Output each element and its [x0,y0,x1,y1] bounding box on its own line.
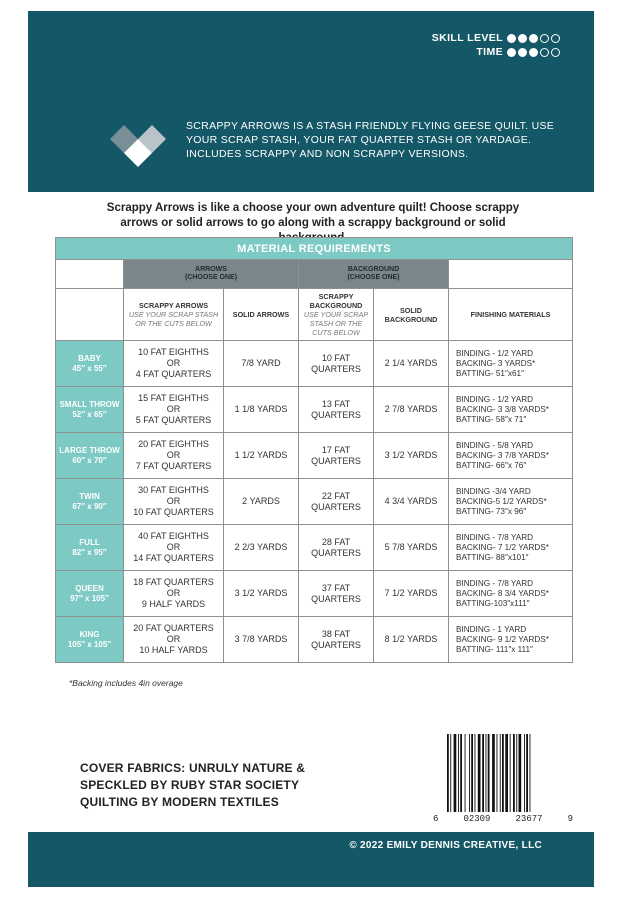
arrows-group-label: ARROWS [195,265,227,273]
cell-line: 20 FAT QUARTERS [133,623,214,633]
cell-line: 18 FAT QUARTERS [133,577,214,587]
cell-line: 20 FAT EIGHTHS [138,439,209,449]
barcode-bar [500,734,501,812]
size-name: BABY [78,353,101,363]
cell-line: 13 FAT [321,398,351,409]
scrappy-arrows-cell [124,341,224,387]
barcode-digit-3: 23677 [515,814,543,824]
backing-line: BACKING- 3 YARDS* [456,358,536,368]
scrappy-background-cell [299,387,374,433]
cell-line: 9 HALF YARDS [141,599,206,609]
material-requirements-table [55,237,573,663]
time-level-filled-dot [507,48,516,57]
cell-line: QUARTERS [311,593,361,604]
arrows-group-sub: (CHOOSE ONE) [184,274,238,281]
cover-line-2: SPECKLED BY RUBY STAR SOCIETY [80,778,300,792]
scrappy-background-cell [299,617,374,663]
barcode-digit-4: 9 [567,814,573,824]
table-row [56,525,573,571]
barcode-bar [454,734,457,812]
batting-line: BATTING- 58″x 71″ [456,414,527,424]
table-row [56,341,573,387]
barcode-bar [458,734,459,812]
table-row [56,617,573,663]
scrappy-background-header [299,289,374,341]
cell-line: OR [166,496,181,506]
barcode-bar [502,734,504,812]
scrappy-arrows-note: USE YOUR SCRAP STASH OR THE CUTS BELOW [128,310,219,328]
batting-line: BATTING- 88″x101″ [456,552,529,562]
backing-line: BACKING-5 1/2 YARDS* [456,496,547,506]
skill-level-empty-dot [551,34,560,43]
barcode-bar [497,734,498,812]
cell-line: QUARTERS [311,409,361,420]
blank-cell [449,260,573,289]
solid-background-cell: 3 1/2 YARDS [374,433,449,479]
finishing-materials-header: FINISHING MATERIALS [449,289,573,341]
binding-line: BINDING - 5/8 YARD [456,440,534,450]
cell-line: 7 FAT QUARTERS [135,461,212,471]
cell-line: 40 FAT EIGHTHS [138,531,209,541]
solid-arrows-cell: 3 1/2 YARDS [224,571,299,617]
scrappy-arrows-label: SCRAPPY ARROWS [138,301,209,310]
size-dims: 105″ x 105″ [67,639,112,649]
barcode-bar [524,734,525,812]
barcode-bar [510,734,511,812]
arrows-group-header [124,260,299,289]
blank-cell [56,289,124,341]
time-level-dots [507,48,560,57]
scrappy-arrows-cell [124,617,224,663]
size-name: KING [79,629,100,639]
scrappy-arrows-cell [124,479,224,525]
cell-line: 30 FAT EIGHTHS [138,485,209,495]
cell-line: 4 FAT QUARTERS [135,369,212,379]
skill-level-empty-dot [540,34,549,43]
batting-line: BATTING-103″x111″ [456,598,530,608]
cell-line: QUARTERS [311,455,361,466]
cell-line: 28 FAT [321,536,351,547]
barcode-numbers [433,814,573,824]
binding-line: BINDING - 7/8 YARD [456,532,534,542]
size-dims: 52″ x 65″ [72,409,107,419]
solid-background-cell: 4 3/4 YARDS [374,479,449,525]
solid-arrows-cell: 1 1/2 YARDS [224,433,299,479]
intro-text: Scrappy Arrows is like a choose your own adventure quilt! Choose scrappy arrows or solid arrows to go along with a scrappy background or solid [106,202,520,229]
skill-level [432,32,560,44]
solid-background-cell: 5 7/8 YARDS [374,525,449,571]
backing-line: BACKING- 3 7/8 YARDS* [456,450,549,460]
time-level-filled-dot [518,48,527,57]
table-row [56,571,573,617]
barcode-bar [519,734,522,812]
barcode-bar [526,734,528,812]
quilt-size [56,479,124,525]
skill-level-label: SKILL LEVEL [431,32,503,44]
size-dims: 67″ x 90″ [72,501,107,511]
barcode-bar [488,734,490,812]
background-group-header [299,260,449,289]
quilt-size [56,525,124,571]
barcode-bar [492,734,495,812]
quilt-size [56,571,124,617]
barcode-bar [475,734,476,812]
skill-level-filled-dot [529,34,538,43]
finishing-cell [449,525,573,571]
cell-line: 10 FAT [321,352,351,363]
time-level [476,46,560,58]
cell-line: OR [166,588,181,598]
solid-arrows-cell: 3 7/8 YARDS [224,617,299,663]
cell-line: 15 FAT EIGHTHS [138,393,209,403]
barcode-bar [482,734,484,812]
pattern-back-cover [28,11,594,887]
table-title: MATERIAL REQUIREMENTS [56,238,573,260]
binding-line: BINDING - 1 YARD [456,624,527,634]
cover-fabrics [80,760,305,811]
cell-line: 38 FAT [321,628,351,639]
solid-arrows-cell: 7/8 YARD [224,341,299,387]
barcode-bar [450,734,451,812]
scrappy-arrows-header [124,289,224,341]
scrappy-background-label: SCRAPPY BACKGROUND [309,292,363,310]
size-dims: 45″ x 55″ [72,363,107,373]
barcode-bar [505,734,508,812]
cell-line: QUARTERS [311,363,361,374]
cell-line: 5 FAT QUARTERS [135,415,212,425]
footer-banner [28,832,594,887]
scrappy-background-cell [299,525,374,571]
size-dims: 82″ x 95″ [72,547,107,557]
size-name: FULL [79,537,100,547]
barcode-icon [443,734,563,814]
finishing-cell [449,387,573,433]
scrappy-background-cell [299,341,374,387]
size-name: TWIN [79,491,100,501]
cover-line-1: COVER FABRICS: UNRULY NATURE & [80,761,306,775]
barcode-bar [516,734,517,812]
size-name: QUEEN [75,583,104,593]
cell-line: OR [166,634,181,644]
scrappy-arrows-cell [124,433,224,479]
cell-line: 10 FAT EIGHTHS [138,347,209,357]
background-group-label: BACKGROUND [347,265,400,273]
solid-background-cell: 2 1/4 YARDS [374,341,449,387]
cell-line: 17 FAT [321,444,351,455]
cell-line: 22 FAT [321,490,351,501]
solid-arrows-cell: 2 2/3 YARDS [224,525,299,571]
scrappy-arrows-cell [124,525,224,571]
cell-line: QUARTERS [311,639,361,650]
cell-line: OR [166,404,181,414]
solid-arrows-cell: 1 1/8 YARDS [224,387,299,433]
header-banner [28,11,594,192]
table-row [56,387,573,433]
backing-line: BACKING- 7 1/2 YARDS* [456,542,549,552]
barcode-bar [486,734,487,812]
finishing-cell [449,433,573,479]
time-level-filled-dot [529,48,538,57]
scrappy-background-note: USE YOUR SCRAP STASH OR THE CUTS BELOW [303,310,369,337]
quilt-size [56,433,124,479]
cell-line: OR [166,358,181,368]
barcode-bar [471,734,473,812]
cell-line: QUARTERS [311,501,361,512]
table-row [56,479,573,525]
barcode-bar [513,734,515,812]
backing-note: *Backing includes 4in overage [69,678,183,688]
skill-level-filled-dot [518,34,527,43]
quilt-size [56,617,124,663]
binding-line: BINDING - 1/2 YARD [456,394,534,404]
scrappy-arrows-cell [124,387,224,433]
size-name: LARGE THROW [59,445,120,455]
backing-line: BACKING- 8 3/4 YARDS* [456,588,549,598]
barcode-bar [478,734,481,812]
time-level-empty-dot [551,48,560,57]
solid-background-cell: 8 1/2 YARDS [374,617,449,663]
finishing-cell [449,341,573,387]
scrappy-background-cell [299,479,374,525]
cell-line: 14 FAT QUARTERS [133,553,214,563]
cell-line: OR [166,450,181,460]
solid-background-header: SOLID BACKGROUND [374,289,449,341]
solid-arrows-cell: 2 YARDS [224,479,299,525]
finishing-cell [449,479,573,525]
blank-cell [56,260,124,289]
cover-line-3: QUILTING BY MODERN TEXTILES [80,795,279,809]
background-group-sub: (CHOOSE ONE) [347,274,400,281]
size-name: SMALL THROW [59,399,120,409]
barcode-bar [460,734,462,812]
barcode-bar [447,734,449,812]
barcode-bar [530,734,531,812]
cell-line: 10 HALF YARDS [139,645,208,655]
binding-line: BINDING -3/4 YARD [456,486,531,496]
batting-line: BATTING- 73″x 96″ [456,506,527,516]
pattern-description: SCRAPPY ARROWS IS A STASH FRIENDLY FLYING GEESE QUILT. USE YOUR SCRAP STASH, YOUR FAT QUARTER STASH OR YARDAGE. INCLUDES SCRAPPY AND NON SCRAPPY VERSIONS. [186,120,555,160]
time-level-label: TIME [476,46,503,58]
backing-line: BACKING- 9 1/2 YARDS* [456,634,549,644]
batting-line: BATTING- 66″x 76″ [456,460,527,470]
backing-line: BACKING- 3 3/8 YARDS* [456,404,549,414]
scrappy-background-cell [299,571,374,617]
batting-line: BATTING- 51″x61″ [456,368,524,378]
binding-line: BINDING - 7/8 YARD [456,578,534,588]
finishing-cell [449,571,573,617]
cell-line: QUARTERS [311,547,361,558]
arrow-logo-icon [108,123,172,171]
cell-line: 10 FAT QUARTERS [133,507,214,517]
scrappy-arrows-cell [124,571,224,617]
barcode-digit-2: 02309 [463,814,491,824]
barcode-bar [469,734,470,812]
barcode-digit-1: 6 [433,814,439,824]
quilt-size [56,387,124,433]
scrappy-background-cell [299,433,374,479]
quilt-size [56,341,124,387]
binding-line: BINDING - 1/2 YARD [456,348,534,358]
size-dims: 97″ x 105″ [70,593,109,603]
solid-arrows-header: SOLID ARROWS [224,289,299,341]
copyright: © 2022 EMILY DENNIS CREATIVE, LLC [349,840,542,851]
size-dims: 60″ x 70″ [72,455,107,465]
skill-level-filled-dot [507,34,516,43]
finishing-cell [449,617,573,663]
time-level-empty-dot [540,48,549,57]
solid-background-cell: 7 1/2 YARDS [374,571,449,617]
batting-line: BATTING- 111″x 111″ [456,644,533,654]
cell-line: 37 FAT [321,582,351,593]
solid-background-cell: 2 7/8 YARDS [374,387,449,433]
cell-line: OR [166,542,181,552]
skill-level-dots [507,34,560,43]
barcode-bar [465,734,466,812]
table-row [56,433,573,479]
